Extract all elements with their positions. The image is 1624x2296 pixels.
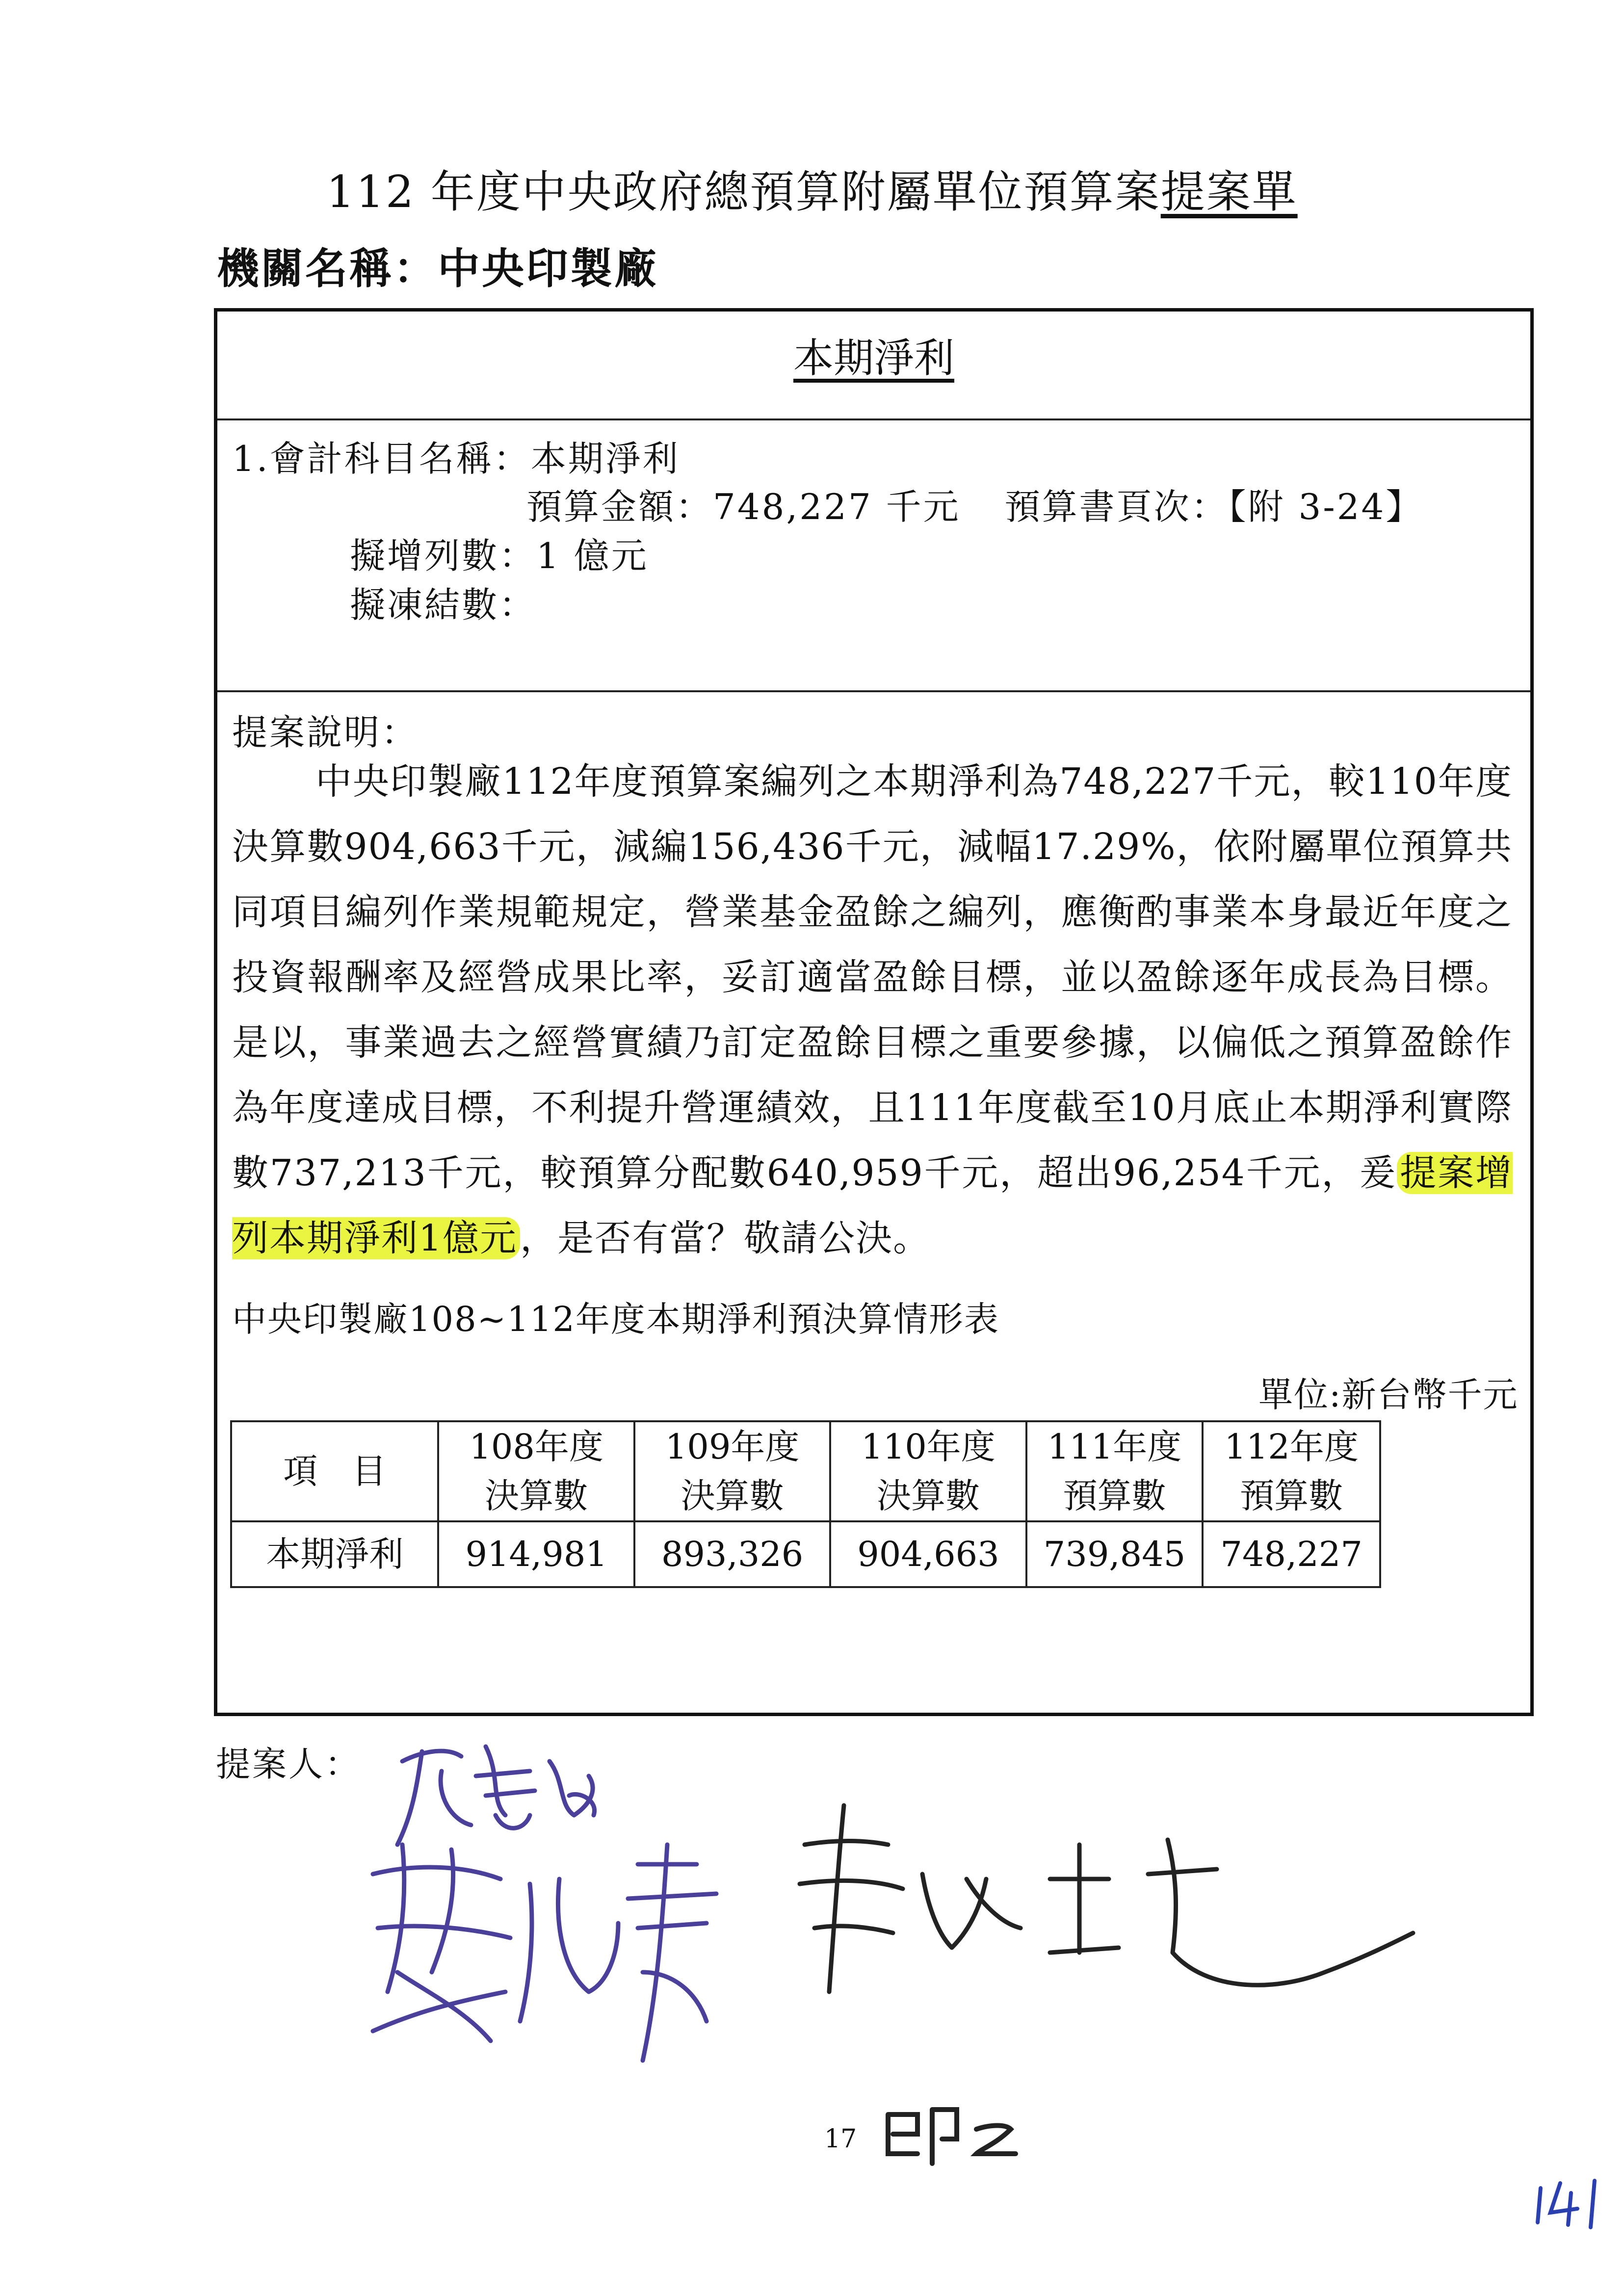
header-kind: 預算數 [1063,1476,1166,1516]
header-col-109 [634,1421,830,1521]
header-year: 109年度 [665,1427,800,1467]
increase-label: 擬增列數： [350,535,537,576]
proposal-body-tail: ，是否有當？敬請公決。 [520,1217,931,1259]
document-title [0,156,1624,220]
agency-line [217,235,658,295]
value-112: 748,227 [1203,1521,1380,1587]
header-item: 項 目 [231,1421,438,1521]
divider [217,690,1530,692]
budget-label: 預算金額： [526,486,713,527]
title-underlined: 提案單 [1160,166,1298,218]
account-item-line [232,430,680,481]
title-main: 112 年度中央政府總預算附屬單位預算案 [326,166,1161,218]
budget-line [526,478,1423,529]
proposal-highlight: 提案增列本期淨利1億元 [232,1152,1513,1259]
header-kind: 決算數 [485,1476,588,1516]
value-108: 914,981 [438,1521,634,1587]
header-kind: 決算數 [876,1476,980,1516]
header-year: 110年度 [861,1427,995,1467]
proposal-heading: 提案說明： [232,712,419,753]
header-col-108 [438,1421,634,1521]
section-heading-text: 本期淨利 [793,335,954,382]
header-year: 108年度 [469,1427,603,1467]
proposal-body [232,749,1513,1271]
budget-value: 748,227 千元 [713,486,961,527]
increase-line [350,527,649,578]
freeze-line [350,576,536,627]
header-year: 112年度 [1224,1427,1359,1467]
value-110: 904,663 [830,1521,1026,1587]
proposer-label: 提案人： [216,1744,361,1784]
header-year: 111年度 [1047,1427,1182,1467]
divider [217,418,1530,420]
freeze-label: 擬凍結數： [350,584,537,626]
header-kind: 預算數 [1240,1476,1343,1516]
proposal-form [214,308,1534,1716]
row-label: 本期淨利 [231,1521,438,1587]
signatures [343,1717,1423,2110]
agency-name: 中央印製廠 [438,244,658,293]
page-ref-value: 【附 3-24】 [1228,486,1423,527]
value-109: 893,326 [634,1521,830,1587]
page-ref-label: 預算書頁次： [1004,486,1229,527]
section-heading [217,326,1530,384]
page-number: 17 [824,2124,857,2154]
signature-li [397,1747,595,1845]
budget-table [230,1420,1381,1588]
value-111: 739,845 [1026,1521,1203,1587]
increase-value: 1 億元 [536,535,649,576]
handwritten-page-number [1531,2173,1609,2232]
table-header-row [231,1421,1380,1521]
agency-label: 機關名稱： [217,244,438,293]
signature-fei [373,1845,716,2061]
header-col-112 [1203,1421,1380,1521]
table-row [231,1521,1380,1587]
account-item-label: 1.會計科目名稱： [232,438,531,479]
header-kind: 決算數 [681,1476,784,1516]
account-item-value: 本期淨利 [530,438,680,479]
signature-lai [800,1805,1413,1992]
table-unit: 單位:新台幣千元 [1258,1375,1519,1415]
header-col-110 [830,1421,1026,1521]
header-col-111 [1026,1421,1203,1521]
proposal-body-main: 中央印製廠112年度預算案編列之本期淨利為748,227千元，較110年度決算數904,663千元，減編156,436千元，減幅17.29%，依附屬單位預算共同項目編列作業規範規定，營業基金盈餘之編列，應衡酌事業本身最近年度之投資報酬率及經營成果比率，妥訂適當盈餘目標，並以盈餘逐年成長為目標。是以，事業過去之經營實績乃訂定盈餘目標之重要參據，以偏低之預算盈餘作為年度達成目標，不利提升營運績效，且111年度截至10月底止本期淨利實際數737,213千元，較預算分配數640,959千元，超出96,254千元，爰 [232,760,1513,1194]
stamp-mark [878,2095,1025,2173]
table-title: 中央印製廠108~112年度本期淨利預決算情形表 [232,1299,999,1339]
